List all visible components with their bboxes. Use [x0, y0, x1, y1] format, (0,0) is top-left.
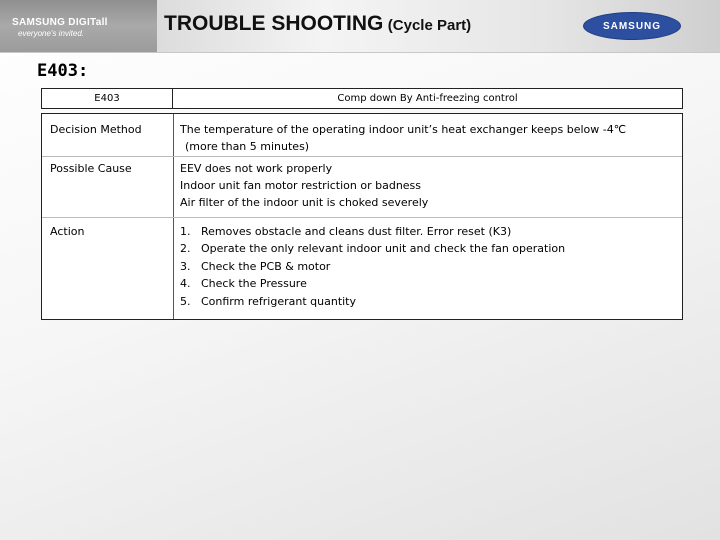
row-divider [42, 217, 682, 218]
action-step-text: Check the PCB & motor [201, 259, 331, 273]
action-step-text: Operate the only relevant indoor unit and check the fan operation [201, 242, 566, 256]
slide-title-main: TROUBLE SHOOTING [164, 12, 384, 35]
action-step [180, 275, 672, 292]
brand-line-1: SAMSUNG DIGITall [12, 17, 108, 28]
action-step [180, 258, 672, 275]
error-code-heading: E403: [37, 61, 89, 81]
row-divider [42, 156, 682, 157]
decision-method-label: Decision Method [50, 123, 142, 136]
possible-cause-line: Air filter of the indoor unit is choked severely [180, 196, 429, 209]
action-step [180, 223, 672, 240]
brand-line-2: everyone's invited. [18, 29, 85, 38]
possible-cause-label: Possible Cause [50, 162, 132, 175]
action-step [180, 240, 672, 257]
action-step-number: 2. [180, 242, 191, 256]
action-step [180, 293, 672, 310]
decision-method-value [180, 121, 672, 155]
action-step-number: 1. [180, 225, 191, 238]
possible-cause-value [180, 160, 672, 211]
troubleshooting-table [41, 113, 683, 320]
error-header-row [41, 88, 683, 109]
action-value [180, 223, 672, 310]
action-step-text: Confirm refrigerant quantity [201, 294, 357, 308]
possible-cause-line: Indoor unit fan motor restriction or badness [180, 179, 422, 192]
action-steps-list [180, 223, 672, 310]
error-description-cell: Comp down By Anti-freezing control [337, 93, 518, 104]
possible-cause-line: EEV does not work properly [180, 162, 333, 175]
decision-method-line: The temperature of the operating indoor unit’s heat exchanger keeps below -4℃ [180, 123, 627, 136]
samsung-logo-text: SAMSUNG [602, 20, 662, 32]
samsung-digitall-logo [0, 0, 157, 52]
slide-title-sub: (Cycle Part) [387, 17, 472, 34]
samsung-logo [583, 12, 681, 40]
action-step-number: 3. [180, 259, 191, 273]
action-step-number: 5. [180, 294, 191, 308]
action-step-number: 4. [180, 277, 191, 291]
slide-title [164, 12, 471, 40]
action-label: Action [50, 225, 85, 238]
action-step-text: Removes obstacle and cleans dust filter. Error reset (K3) [201, 225, 512, 238]
header-band [0, 0, 720, 53]
action-step-text: Check the Pressure [201, 277, 307, 291]
error-code-cell: E403 [42, 89, 173, 108]
decision-method-line: (more than 5 minutes) [185, 140, 310, 153]
